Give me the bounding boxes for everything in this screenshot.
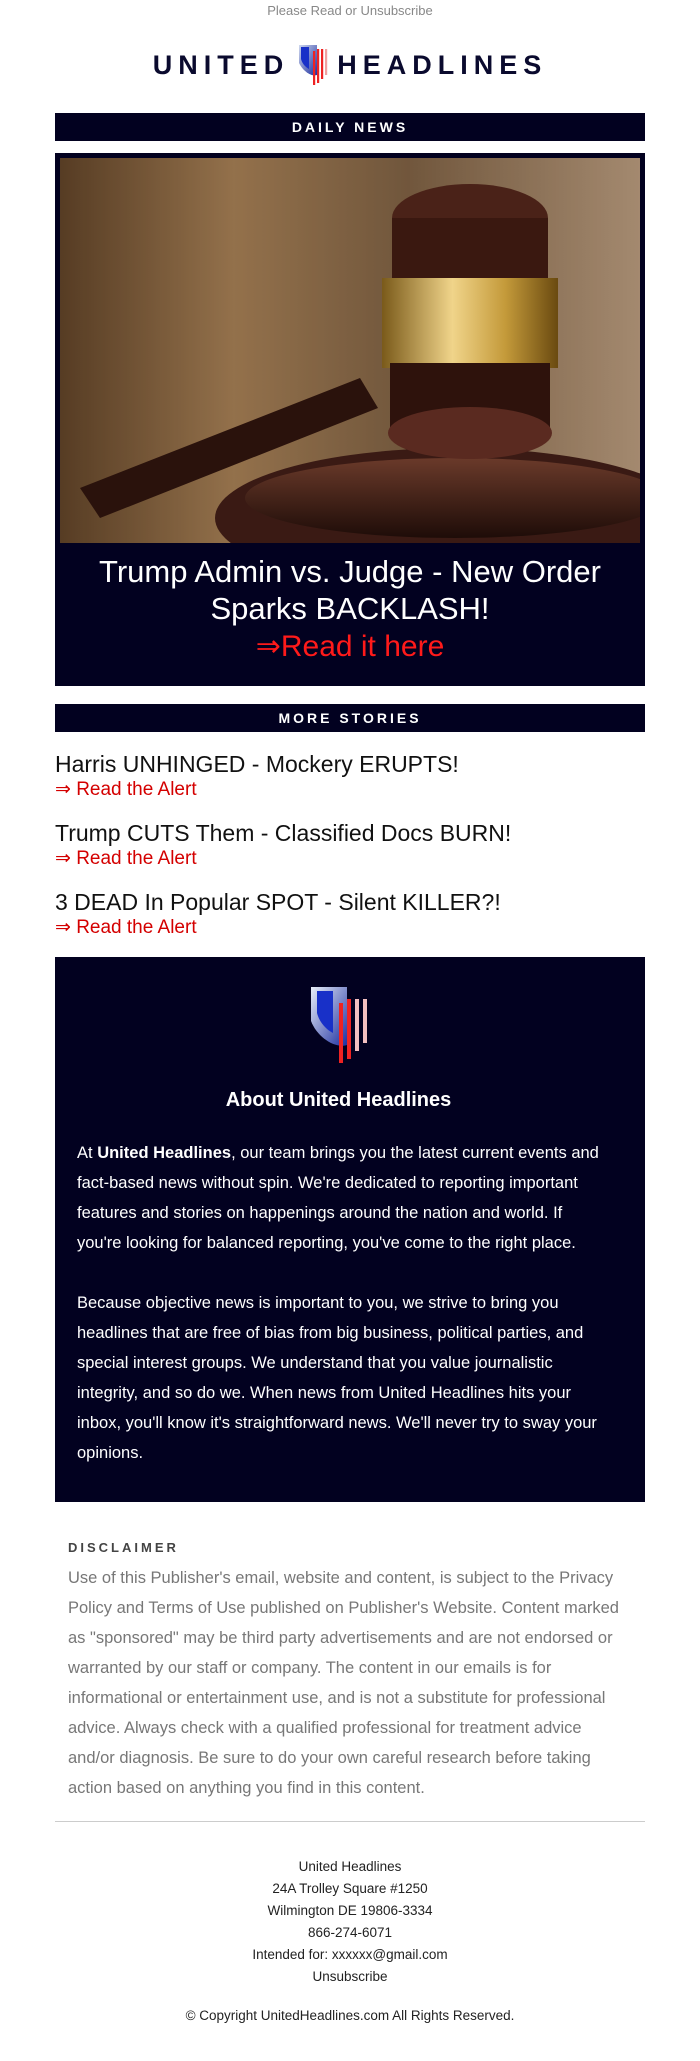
disclaimer-section (55, 1540, 645, 1822)
shield-logo-icon (293, 41, 333, 89)
hero-story[interactable] (55, 153, 645, 686)
about-p1-prefix: At (77, 1144, 98, 1162)
footer-unsubscribe-link[interactable]: Unsubscribe (312, 1969, 388, 1984)
shield-logo-icon (307, 985, 371, 1067)
about-p1-rest: , our team brings you the latest current events and fact-based news without spin. We're dedicated to reporting important features and stories on happenings around the nation and world. If you're looking for balanced reporting, you've come to the right place. (77, 1144, 599, 1252)
daily-news-header: DAILY NEWS (55, 113, 645, 141)
read-the-alert-link[interactable]: ⇒ Read the Alert (55, 779, 197, 800)
hero-headline[interactable]: Trump Admin vs. Judge - New Order Sparks BACKLASH! (99, 554, 601, 626)
copyright: © Copyright UnitedHeadlines.com All Rights Reserved. (185, 2008, 515, 2023)
brand-left-word: UNITED (152, 49, 290, 80)
story-headline[interactable]: Harris UNHINGED - Mockery ERUPTS! (55, 751, 459, 777)
disclaimer-title: DISCLAIMER (68, 1540, 179, 1555)
brand-right-word: HEADLINES (337, 49, 548, 80)
about-section (55, 957, 645, 1502)
disclaimer-text: Use of this Publisher's email, website and content, is subject to the Privacy Policy and Terms of Use published on Publisher's Website. Content marked as "sponsored" may be third party advertisements and are not endorsed or warranted by our staff or company. The content in our emails is for informational or entertainment use, and is not a substitute for professional advice. Always check with a qualified professional for treatment advice and/or diagnosis. Be sure to do your own careful research before taking action based on anything you find in this content. (68, 1569, 619, 1797)
footer-address-line-2: Wilmington DE 19806-3334 (267, 1903, 433, 1918)
more-stories-header: MORE STORIES (55, 704, 645, 732)
gavel-image[interactable] (60, 158, 640, 543)
footer-address-line-1: 24A Trolley Square #1250 (272, 1881, 428, 1896)
read-or-unsubscribe-link[interactable]: Please Read or Unsubscribe (267, 3, 433, 18)
story-item[interactable] (55, 750, 645, 802)
about-paragraph-2: Because objective news is important to you, we strive to bring you headlines that are free of bias from big business, political parties, and special interest groups. We understand that you value journalistic integrity, and so do we. When news from United Headlines hits your inbox, you'll know it's straightforward news. We'll never try to sway your opinions. (77, 1294, 597, 1462)
more-stories-list (0, 750, 700, 940)
story-headline[interactable]: Trump CUTS Them - Classified Docs BURN! (55, 820, 512, 846)
story-item[interactable] (55, 888, 645, 940)
footer-phone: 866-274-6071 (307, 1925, 393, 1940)
story-headline[interactable]: 3 DEAD In Popular SPOT - Silent KILLER?! (55, 889, 501, 915)
story-item[interactable] (55, 819, 645, 871)
footer (0, 1856, 700, 1988)
about-paragraph-1 (77, 1138, 600, 1258)
footer-intended-for: Intended for: xxxxxx@gmail.com (252, 1947, 448, 1962)
about-p1-brand: United Headlines (97, 1144, 232, 1162)
brand-logo[interactable] (0, 33, 700, 97)
footer-company: United Headlines (298, 1859, 402, 1874)
about-title: About United Headlines (225, 1089, 452, 1111)
read-the-alert-link[interactable]: ⇒ Read the Alert (55, 917, 197, 938)
read-the-alert-link[interactable]: ⇒ Read the Alert (55, 848, 197, 869)
read-it-here-link[interactable]: ⇒Read it here (255, 630, 445, 663)
